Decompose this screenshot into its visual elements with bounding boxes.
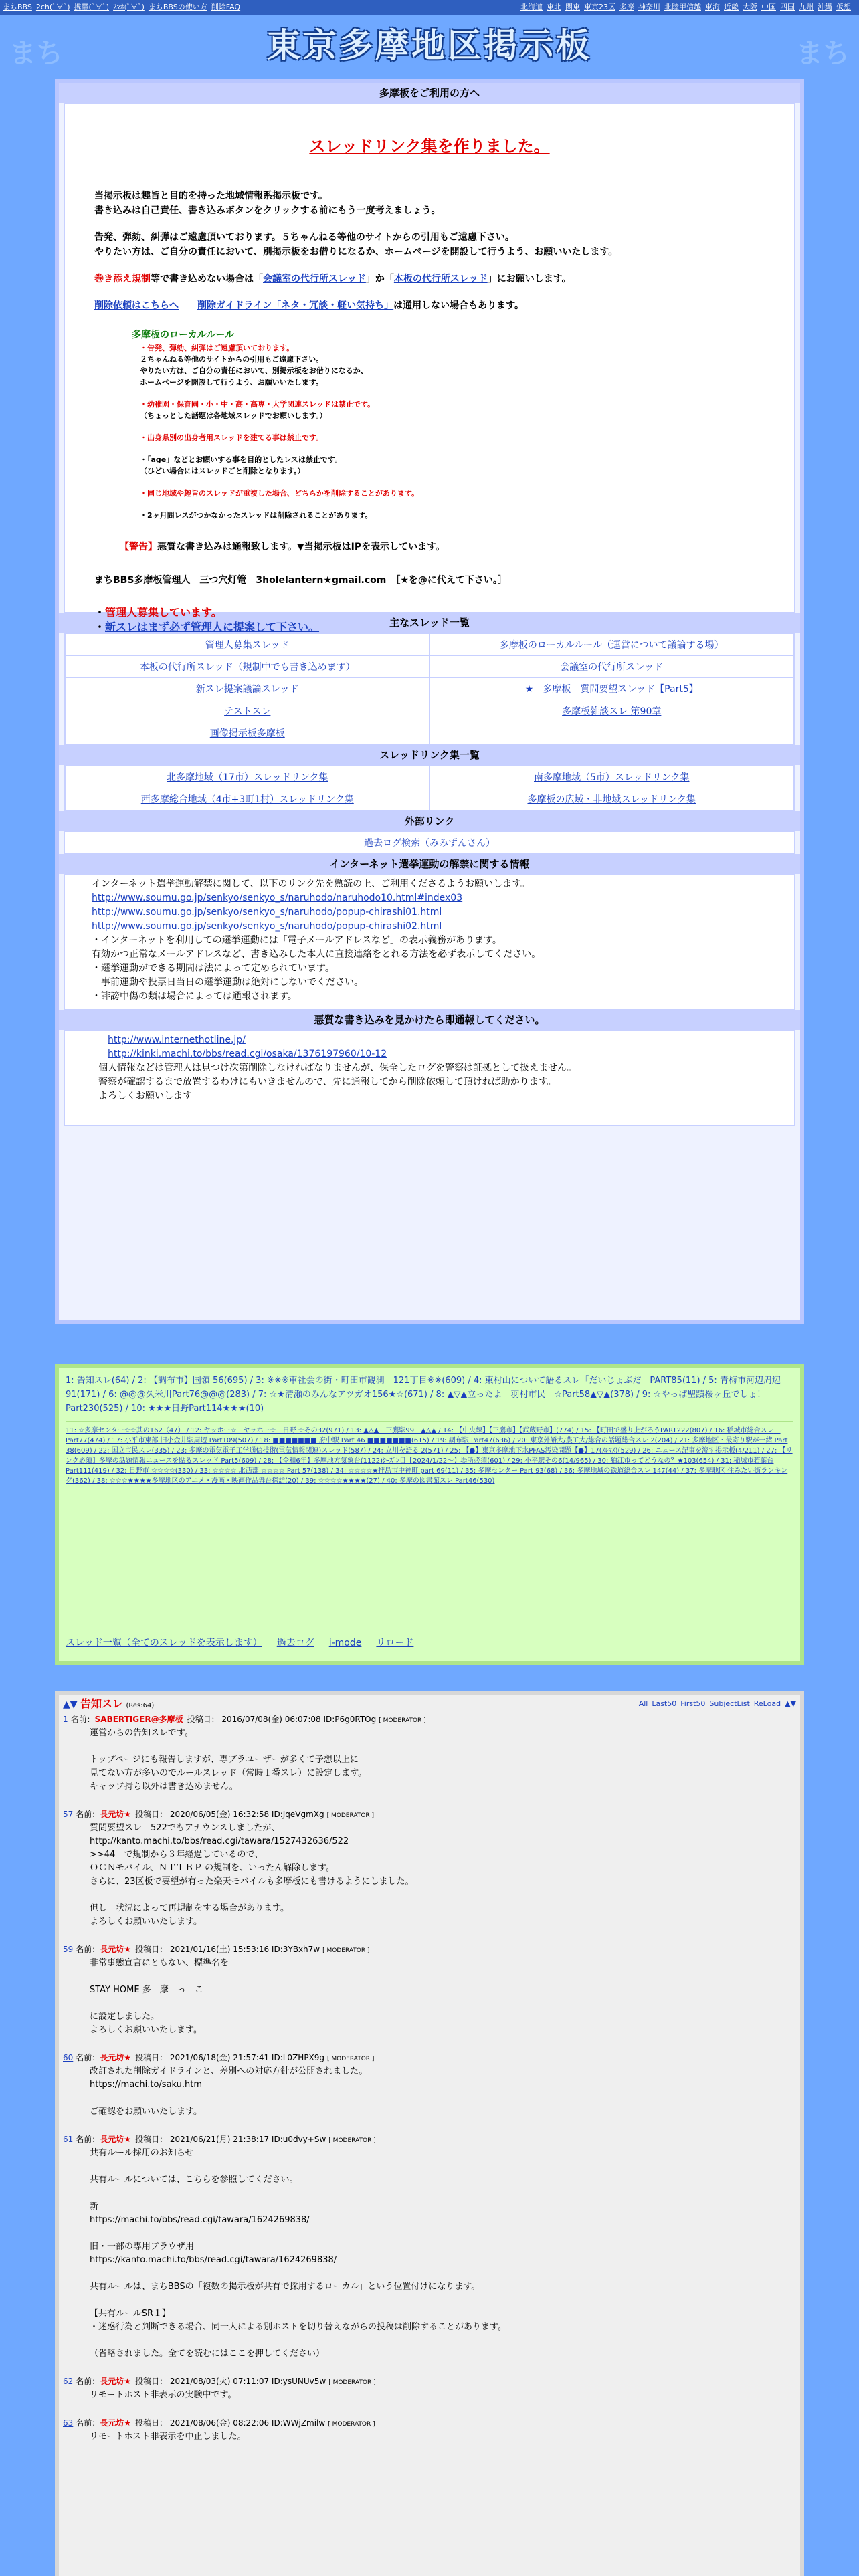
report-thread-link[interactable]: http://kinki.machi.to/bbs/read.cgi/osaka/1376197960/10-12 bbox=[108, 1049, 387, 1059]
post bbox=[63, 2052, 796, 2119]
post-number-link[interactable]: 59 bbox=[63, 1945, 74, 1954]
post-header bbox=[63, 1943, 796, 1957]
rule-4: ・「age」などとお願いする事を目的としたレスは禁止です。 bbox=[140, 455, 343, 464]
notice-p5-red: 巻き添え規制 bbox=[94, 274, 151, 284]
table-row bbox=[66, 700, 794, 722]
top-nav-link[interactable]: 2ch(ﾟ∀ﾟ) bbox=[35, 3, 70, 11]
notice-p5 bbox=[94, 272, 794, 286]
region-nav-link[interactable]: 中国 bbox=[761, 3, 776, 11]
post-header bbox=[63, 1713, 796, 1727]
election-note-2: 有効かつ正常なメールアドレスなど、書き込みした本人に直接連絡をとれる方法を必ず表示してください。 bbox=[92, 949, 541, 960]
thread-link[interactable]: 管理人募集スレッド bbox=[205, 640, 290, 651]
table-cell bbox=[66, 766, 430, 788]
table-cell bbox=[66, 656, 430, 678]
thread-list-footer bbox=[66, 1636, 428, 1649]
table-cell bbox=[66, 700, 430, 722]
table-cell bbox=[430, 634, 794, 656]
admin-line: まちBBS多摩板管理人 三つ穴灯篭 3holelantern★gmail.com ［★を@に代えて下さい。］ bbox=[94, 575, 507, 586]
region-nav-link[interactable]: 北陸甲信越 bbox=[664, 3, 701, 11]
region-nav-link[interactable]: 東海 bbox=[705, 3, 720, 11]
side-logo-mark-right: まち bbox=[796, 38, 850, 69]
thread-link[interactable]: 多摩板雑談スレ 第90章 bbox=[562, 706, 662, 717]
top-nav-link[interactable]: 削除FAQ bbox=[211, 3, 241, 11]
thread-nav-link[interactable]: SubjectList bbox=[709, 1699, 750, 1708]
thread-link[interactable]: 本板の代行所スレッド（規制中でも書き込めます） bbox=[139, 662, 355, 673]
top-nav-link[interactable]: 携帯(ﾟ∀ﾟ) bbox=[74, 3, 110, 11]
rule-4-b: （ひどい場合にはスレッドごと削除となります。） bbox=[140, 467, 305, 475]
notice-panel-title: 多摩板をご利用の方へ bbox=[59, 83, 800, 103]
post-number-link[interactable]: 57 bbox=[63, 1810, 74, 1819]
post-body: 改訂された削除ガイドラインと、差別への対応方針が公開されました。 https://machi.to/saku.htm ご確認をお願いいたします。 bbox=[90, 2066, 368, 2117]
election-block bbox=[64, 874, 795, 1010]
report-title: 悪質な書き込みを見かけたら即通報してください。 bbox=[59, 1010, 800, 1030]
post-date: 投稿日： 2021/06/21(月) 21:38:17 ID:u0dvy+Sw bbox=[135, 2135, 326, 2144]
rule-1: ・告発、弾劾、糾弾はご遠慮頂いております。 bbox=[140, 344, 294, 352]
region-nav-link[interactable]: 仮想 bbox=[836, 3, 851, 11]
post-author: 長元坊★ bbox=[100, 2377, 132, 2386]
proxy-thread-link-main[interactable]: 本板の代行所スレッド bbox=[393, 274, 488, 284]
table-cell bbox=[430, 678, 794, 700]
post-header bbox=[63, 2133, 796, 2147]
top-nav-link[interactable]: ｽﾏﾎ(ﾟ∀ﾟ) bbox=[113, 3, 145, 11]
local-rule-title: 多摩板のローカルルール bbox=[132, 330, 235, 340]
table-cell bbox=[66, 722, 430, 744]
rule-6: ・2ヶ月間レスがつかなかったスレッドは削除されることがあります。 bbox=[140, 511, 373, 520]
region-nav-link[interactable]: 神奈川 bbox=[638, 3, 660, 11]
table-cell bbox=[66, 788, 430, 811]
post-name-label: 名前： bbox=[76, 1810, 100, 1819]
thread-title: 告知スレ bbox=[80, 1697, 124, 1710]
top-nav-left bbox=[3, 0, 244, 15]
thread-link[interactable]: 南多摩地域（5市）スレッドリンク集 bbox=[534, 772, 690, 783]
table-cell bbox=[66, 634, 430, 656]
election-title: インターネット選挙運動の解禁に関する情報 bbox=[59, 854, 800, 874]
thread-link[interactable]: 西多摩総合地域（4市+3町1村）スレッドリンク集 bbox=[140, 794, 354, 805]
moderator-badge: [ MODERATOR ] bbox=[328, 2379, 376, 2386]
external-links-block bbox=[64, 831, 795, 854]
election-info-link[interactable]: http://www.soumu.go.jp/senkyo/senkyo_s/naruhodo/naruhodo10.html#index03 bbox=[92, 893, 463, 903]
external-links-title: 外部リンク bbox=[59, 811, 800, 831]
post-body: リモートホスト非表示を中止しました。 bbox=[90, 2432, 246, 2442]
post-date: 投稿日： 2020/06/05(金) 16:32:58 ID:JqeVgmXg bbox=[135, 1810, 324, 1819]
post bbox=[63, 2375, 796, 2402]
recruit-lines: ・管理人募集しています。 ・新スレはまず必ず管理人に提案して下さい。 bbox=[94, 606, 320, 633]
notice-p6-text: は通用しない場合もあります。 bbox=[393, 300, 524, 311]
post-header bbox=[63, 1808, 796, 1822]
region-nav-link[interactable]: 多摩 bbox=[619, 3, 634, 11]
post-name-label: 名前： bbox=[76, 2377, 100, 2386]
post-author: SABERTIGER@多摩板 bbox=[94, 1715, 183, 1724]
post-body: 共有ルール採用のお知らせ 共有ルールについては、こちらを参照してください。 新 https://machi.to/bbs/read.cgi/tawara/1624269838/ 旧・一部の専用ブラウザ用 https://kanto.machi.to/bbs/read.cgi/tawara/1624269838/ 共有ルールは、まちBBSの「複数の掲示板が共有で採用するローカル」という位置付けになります。 【共有ルールSR１】 ・迷惑行為と判断できる場合、同一人による別ホストを切り替えながらの投稿は削除することがあります。 （省略されました。全てを読むにはここを押してください） bbox=[90, 2148, 506, 2359]
thread-nav-link[interactable]: All bbox=[638, 1699, 648, 1708]
table-row bbox=[66, 788, 794, 811]
region-nav-link[interactable]: 北海道 bbox=[520, 3, 543, 11]
post-name-label: 名前： bbox=[76, 2053, 100, 2062]
thread-panel bbox=[55, 1691, 804, 2576]
report-block bbox=[64, 1030, 795, 1126]
thread-res-count: (Res:64) bbox=[126, 1702, 155, 1709]
delete-guideline-link[interactable]: 削除ガイドライン「ネタ・冗談・軽い気持ち」 bbox=[197, 300, 394, 311]
post-name-label: 名前： bbox=[76, 2135, 100, 2144]
post-date: 投稿日： 2021/08/06(金) 08:22:06 ID:WWjZmilw bbox=[135, 2418, 326, 2428]
post bbox=[63, 2133, 796, 2361]
region-nav-link[interactable]: 九州 bbox=[799, 3, 814, 11]
thread-nav-link[interactable]: ReLoad bbox=[753, 1699, 781, 1708]
past-log-search-link[interactable]: 過去ログ検索（みみずんさん） bbox=[364, 838, 495, 849]
moderator-badge: [ MODERATOR ] bbox=[328, 2421, 375, 2428]
hotline-link[interactable]: http://www.internethotline.jp/ bbox=[108, 1035, 246, 1045]
top-nav-link[interactable]: まちBBS bbox=[3, 3, 32, 11]
table-row bbox=[66, 634, 794, 656]
post bbox=[63, 2417, 796, 2444]
election-info-link[interactable]: http://www.soumu.go.jp/senkyo/senkyo_s/naruhodo/popup-chirashi02.html bbox=[92, 921, 442, 932]
warning-text: 悪質な書き込みは通報致します。▼当掲示板はIPを表示しています。 bbox=[157, 542, 445, 552]
notice-p2: 書き込みは自己責任、書き込みボタンをクリックする前にもう一度考えましょう。 bbox=[94, 205, 441, 216]
post bbox=[63, 1943, 796, 2037]
post-author: 長元坊★ bbox=[100, 2053, 132, 2062]
thread-links-block bbox=[64, 765, 795, 811]
board-logo-title: 東京多摩地区掲示板 bbox=[267, 26, 592, 65]
notice-headline-link[interactable]: スレッドリンク集を作りました。 bbox=[309, 137, 550, 156]
notice-p4: やりたい方は、ご自分の責任において、別掲示板をお借りになるか、ホームページを開設して行うよう、お願いいたします。 bbox=[94, 247, 618, 257]
thread-list-top[interactable]: 1: 告知スレ(64) / 2: 【調布市】国領 56(695) / 3: ※※※車社会の街・町田市観測 121丁目※※(609) / 4: 東村山について語るスレ「だいじょぶだ」PART85(11) / 5: 青梅市河辺周辺91(171) / 6: @@@久米川Part76@@@(283) / 7: ☆★清瀬のみんなアツガオ156★☆(671) / 8: ▲▽▲立ったよ 羽村市民 ☆Part58▲▽▲(378) / 9: ☆やっぱ聖蹟桜ヶ丘でしょ！ Part230(525) / 10: ★★★日野Part114★★★(10) bbox=[66, 1376, 781, 1414]
notice-p6 bbox=[94, 298, 794, 313]
post-body: 運営からの告知スレです。 トップページにも報告しますが、専ブラユーザーが多くて予想以上に 見てない方が多いのでルールスレッド（常時１番スレ）に設定します。 キャップ持ち以外は書き込めません。 bbox=[90, 1728, 367, 1792]
table-row bbox=[66, 722, 794, 744]
main-threads-title: 主なスレッド一覧 bbox=[59, 613, 800, 633]
moderator-badge: [ MODERATOR ] bbox=[328, 2137, 376, 2144]
notice-p5-text-b: 」か「 bbox=[365, 274, 394, 284]
region-nav-link[interactable]: 沖縄 bbox=[818, 3, 832, 11]
table-row bbox=[66, 766, 794, 788]
election-note-3: ・選挙運動ができる期間は法によって定められています。 bbox=[92, 963, 335, 974]
post-header bbox=[63, 2052, 796, 2065]
table-cell bbox=[430, 700, 794, 722]
rule-2: ・幼稚園・保育園・小・中・高・高専・大学関連スレッドは禁止です。 bbox=[140, 400, 375, 409]
election-info-link[interactable]: http://www.soumu.go.jp/senkyo/senkyo_s/naruhodo/popup-chirashi01.html bbox=[92, 907, 442, 918]
thread-link[interactable]: 会議室の代行所スレッド bbox=[560, 662, 664, 673]
thread-link[interactable]: 多摩板のローカルルール（運営について議論する場） bbox=[499, 640, 724, 651]
nav-arrows-icon[interactable]: ▲▼ bbox=[785, 1699, 796, 1708]
notice-p1: 当掲示板は趣旨と目的を持った地域情報系掲示板です。 bbox=[94, 191, 328, 201]
table-cell bbox=[66, 678, 430, 700]
region-nav-link[interactable]: 近畿 bbox=[724, 3, 739, 11]
post-list bbox=[59, 1713, 800, 2444]
thread-list-panel bbox=[55, 1364, 804, 1665]
proxy-thread-link-meeting[interactable]: 会議室の代行所スレッド bbox=[263, 274, 366, 284]
thread-list-footer-link[interactable]: スレッド一覧（全てのスレッドを表示します） bbox=[66, 1638, 262, 1648]
post-header bbox=[63, 2375, 796, 2389]
thread-links-title: スレッドリンク集一覧 bbox=[59, 745, 800, 765]
table-cell bbox=[430, 722, 794, 744]
rule-1-b: ２ちゃんねる等他のサイトからの引用もご遠慮下さい。 bbox=[140, 355, 324, 364]
thread-link[interactable]: 多摩板の広域・非地域スレッドリンク集 bbox=[527, 794, 696, 805]
rule-5: ・同じ地域や趣旨のスレッドが重複した場合、どちらかを削除することがあります。 bbox=[140, 489, 419, 498]
notice-panel bbox=[55, 79, 804, 1324]
post-date: 投稿日： 2021/01/16(土) 15:53:16 ID:3YBxh7w bbox=[135, 1945, 320, 1954]
thread-list-footer-link[interactable]: i-mode bbox=[328, 1638, 362, 1648]
thread-link[interactable]: 画像掲示板多摩板 bbox=[209, 728, 285, 739]
thread-link[interactable]: ★ 多摩板 質問要望スレッド【Part5】 bbox=[524, 684, 698, 695]
election-note-1: ・インターネットを利用しての選挙運動には「電子メールアドレスなど」の表示義務があります。 bbox=[92, 935, 502, 946]
thread-link[interactable]: 新スレ提案議論スレッド bbox=[195, 684, 299, 695]
thread-list-footer-link[interactable]: 過去ログ bbox=[276, 1638, 314, 1648]
moderator-badge: [ MODERATOR ] bbox=[322, 1947, 370, 1954]
region-nav-link[interactable]: 東京23区 bbox=[584, 3, 615, 11]
table-cell bbox=[430, 656, 794, 678]
nav-arrows-icon[interactable]: ▲▼ bbox=[63, 1699, 78, 1710]
post-date: 投稿日： 2016/07/08(金) 06:07:08 ID:P6g0RTOg bbox=[187, 1715, 377, 1724]
post-name-label: 名前： bbox=[76, 1945, 100, 1954]
report-text-1: 個人情報などは管理人は見つけ次第削除しなければなりませんが、保全したログを警察は証拠として扱えません。 bbox=[98, 1063, 577, 1073]
table-row bbox=[66, 678, 794, 700]
report-text-3: よろしくお願いします bbox=[98, 1091, 192, 1101]
post-name-label: 名前： bbox=[76, 2418, 100, 2428]
local-rule-list bbox=[140, 342, 794, 521]
thread-list-rest[interactable]: 11: ☆多摩センター☆☆其の162（47） / 12: ヤッホー☆ ヤッホー☆ 日野 ☆その32(971) / 13: ▲△▲ 三鷹駅99 ▲△▲ / 14: 【中央線】【三鷹市】【武蔵野市】(774) / 15: 【町田で盛り上がろうPART222(807) / 16: 稲城市総合スレ Part77(474) / 17: 小平市東部 旧小金井駅周辺 Part109(507) / 18: ■■■■■■■ 府中駅 Part 46 ■■■■■■■(615) / 19: 調布駅 Part47(636) / 20: 東京外語大/農工大/総合の話題総合スレ 2(204) / 21: 多摩地区・最寄り駅が一緒 Part 38(609) / 22: 国立市民スレ(335) / 23: 多摩の電気電子工学通信技術(電気情報関連)スレッド(587) / 24: 立川を語る 2(571) / 25: 【●】東京多摩地下水PFAS汚染問題【●】17(ｽﾚﾏｽ)(529) / 26: ニュース記事を流す掲示板(4/211) / 27: 【リンク必須】多摩の話題情報ニュースを貼るスレッド Part5(609) / 28: 【令和6年】多摩地方気象台(1122)ｼｰｽﾞﾝ目【2024/1/22～】場所必須(601) / 29: 小平駅その6(14/965) / 30: 狛江市ってどうなの？★103(654) / 31: 稲城市若葉台 Part111(419) / 32: 日野市 ☆☆☆☆(330) / 33: ☆☆☆☆ 北西部 ☆☆☆☆ Part 57(138) / 34: ☆☆☆☆★拝島市中神町 part 69(11) / 35: 多摩センター Part 93(68) / 36: 多摩地域の鉄道総合スレ 147(44) / 37: 多摩地区 住みたい街ランキング(362) / 38: ☆☆☆★★★★多摩地区のアニメ・漫画・映画作品舞台探訪(20) / 39: ☆☆☆☆★★★★(27) / 40: 多摩の図書館スレ Part46(530) bbox=[66, 1421, 793, 1486]
election-note-4: 事前運動や投票日当日の選挙運動は絶対にしないでください。 bbox=[101, 977, 363, 988]
post-number-link[interactable]: 61 bbox=[63, 2135, 74, 2144]
moderator-badge: [ MODERATOR ] bbox=[327, 2056, 375, 2062]
report-text-2: 警察が確認するまで放置するわけにもいきませんので、先に通報してから削除依頼して頂ければ助かります。 bbox=[98, 1077, 557, 1087]
top-nav-right bbox=[520, 0, 855, 15]
delete-request-link[interactable]: 削除依頼はこちらへ bbox=[94, 300, 179, 311]
post-body: 非常事態宣言にともない、標準名を STAY HOME 多 摩 っ こ に設定しました。 よろしくお願いいたします。 bbox=[90, 1958, 229, 2035]
region-nav-link[interactable]: 大阪 bbox=[743, 3, 757, 11]
thread-nav-link[interactable]: First50 bbox=[680, 1699, 706, 1708]
region-nav-link[interactable]: 関東 bbox=[565, 3, 580, 11]
post-header bbox=[63, 2417, 796, 2430]
post-number-link[interactable]: 63 bbox=[63, 2418, 74, 2428]
thread-nav-link[interactable]: Last50 bbox=[652, 1699, 677, 1708]
thread-list-footer-link[interactable]: リロード bbox=[376, 1638, 414, 1648]
rule-2-b: （ちょっとした話題は各地域スレッドでお願いします。） bbox=[140, 411, 327, 420]
thread-links-table bbox=[65, 766, 794, 811]
warning-label: 【警告】 bbox=[120, 542, 157, 552]
table-row bbox=[66, 656, 794, 678]
new-thread-proposal-link[interactable]: 新スレはまず必ず管理人に提案して下さい。 bbox=[105, 621, 320, 633]
election-intro: インターネット選挙運動解禁に関して、以下のリンク先を熟読の上、ご利用くださるようお願いします。 bbox=[92, 879, 531, 889]
warning-line bbox=[120, 540, 794, 554]
post bbox=[63, 1713, 796, 1794]
post-author: 長元坊★ bbox=[100, 2418, 132, 2428]
post-author: 長元坊★ bbox=[100, 1945, 132, 1954]
post-author: 長元坊★ bbox=[100, 1810, 132, 1819]
table-cell bbox=[430, 766, 794, 788]
thread-link[interactable]: 北多摩地域（17市）スレッドリンク集 bbox=[167, 772, 328, 783]
post-name-label: 名前： bbox=[70, 1715, 95, 1724]
table-cell bbox=[430, 788, 794, 811]
notice-p3: 告発、弾劾、糾弾はご遠慮頂いております。５ちゃんねる等他のサイトからの引用もご遠慮下さい。 bbox=[94, 232, 514, 243]
thread-nav bbox=[635, 1695, 796, 1713]
main-threads-block bbox=[64, 633, 795, 745]
post-date: 投稿日： 2021/08/03(火) 07:11:07 ID:ysUNUv5w bbox=[135, 2377, 326, 2386]
post-number-link[interactable]: 60 bbox=[63, 2053, 74, 2062]
moderator-badge: [ MODERATOR ] bbox=[379, 1717, 426, 1724]
rule-1-c: やりたい方は、ご自分の責任において、別掲示板をお借りになるか、 bbox=[140, 366, 368, 375]
admin-recruit-link[interactable]: 管理人募集しています。 bbox=[105, 606, 222, 619]
rule-3: ・出身県別の出身者用スレッドを建てる事は禁止です。 bbox=[140, 433, 324, 442]
post-author: 長元坊★ bbox=[100, 2135, 132, 2144]
top-nav-bar bbox=[0, 0, 859, 15]
rule-1-d: ホームページを開設して行うよう、お願いいたします。 bbox=[140, 378, 323, 387]
top-nav-link[interactable]: まちBBSの使い方 bbox=[148, 3, 207, 11]
post-body: リモートホスト非表示の実験中です。 bbox=[90, 2390, 237, 2400]
region-nav-link[interactable]: 東北 bbox=[547, 3, 561, 11]
post-number-link[interactable]: 62 bbox=[63, 2377, 74, 2386]
main-threads-table bbox=[65, 633, 794, 744]
post-body: 質問要望スレ 522でもアナウンスしましたが、 http://kanto.machi.to/bbs/read.cgi/tawara/1527432636/522 >>44 で規制から３年経過しているので、 ＯＣＮモバイル、ＮＴＴＢＰ の規制を、いったん解除します。 さらに、23区板で要望が有った楽天モバイルも多摩板にも書けるようにしました。 但し 状況によって再規制をする場合があります。 よろしくお願いいたします。 bbox=[90, 1823, 414, 1927]
region-nav-link[interactable]: 四国 bbox=[780, 3, 795, 11]
moderator-badge: [ MODERATOR ] bbox=[326, 1812, 375, 1819]
post-date: 投稿日： 2021/06/18(金) 21:57:41 ID:L0ZHPX9g bbox=[135, 2053, 325, 2062]
election-note-5: ・誹謗中傷の類は場合によっては通報されます。 bbox=[92, 991, 297, 1002]
side-logo-mark: まち bbox=[9, 38, 63, 69]
notice-p5-text-c: 」にお願いします。 bbox=[487, 274, 571, 284]
post-number-link[interactable]: 1 bbox=[63, 1715, 68, 1724]
election-links bbox=[92, 891, 794, 934]
thread-link[interactable]: テストスレ bbox=[224, 706, 271, 717]
notice-p5-text-a: 等で書き込めない場合は「 bbox=[151, 274, 263, 284]
thread-header bbox=[59, 1695, 800, 1713]
post bbox=[63, 1808, 796, 1929]
